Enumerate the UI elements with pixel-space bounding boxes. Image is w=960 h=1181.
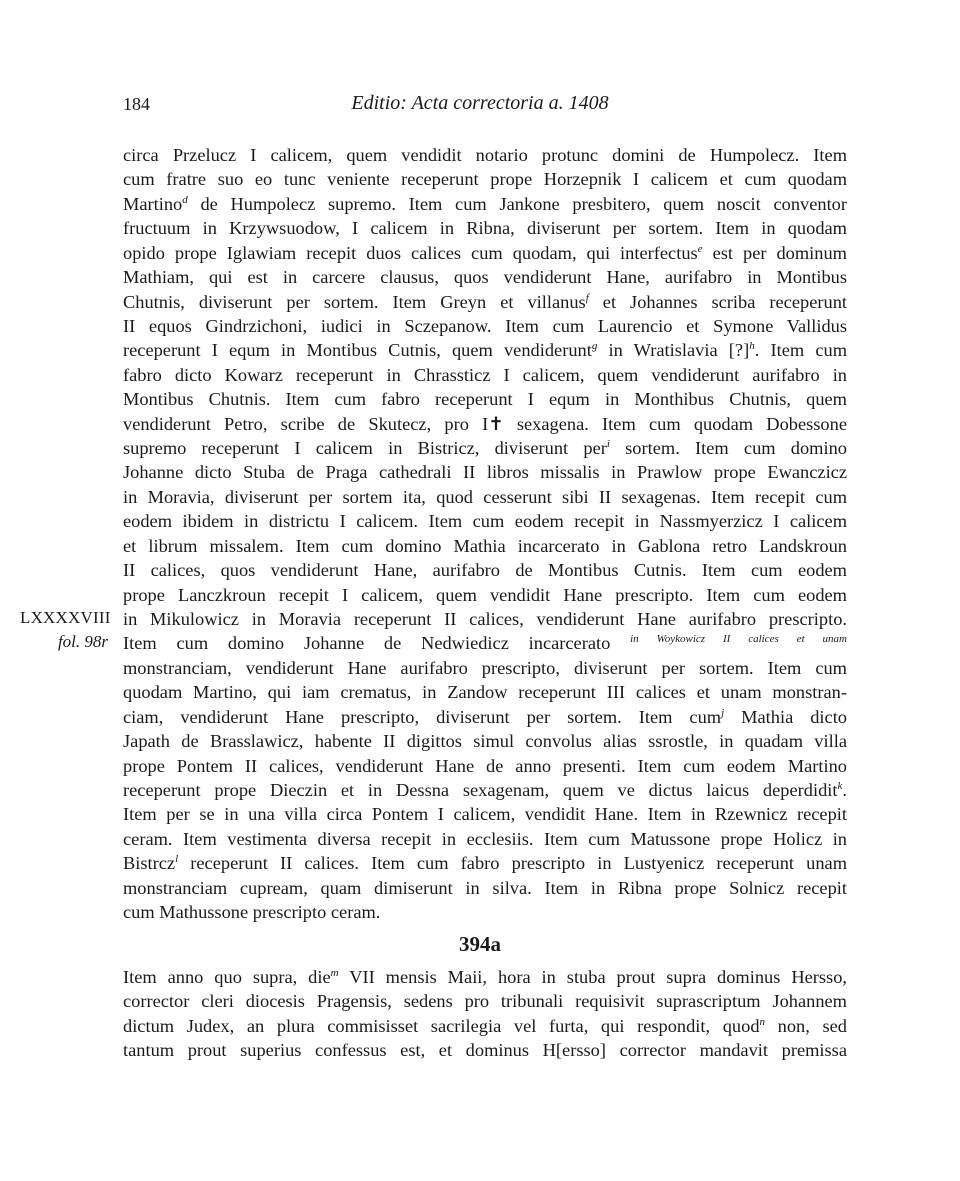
text-line: II equos Gindrzichoni, iudici in Sczepanow. Item cum Laurencio et Symone Vallidus	[123, 315, 847, 336]
text-line: ceram. Item vestimenta diversa recepit in ecclesiis. Item cum Matussone prope Holicz in	[123, 828, 847, 849]
running-title-text: Editio: Acta correctoria a. 1408	[351, 92, 609, 114]
main-text-block	[123, 143, 847, 925]
text-line: Mathiam, qui est in carcere clausus, quos vendiderunt Hane, aurifabro in Montibus	[123, 267, 847, 288]
footnote-marker: f	[585, 291, 589, 304]
text-line: dictum Judex, an plura commisisset sacrilegia vel furta, qui respondit, quod$^n$ non, sed	[123, 1015, 847, 1036]
text-line: Bistrcz$^l$ receperunt II calices. Item cum fabro prescripto in Lustyenicz receperunt unam	[123, 853, 847, 874]
footnote-marker: m	[330, 966, 339, 979]
margin-folio-note: fol. 98r	[57, 632, 108, 651]
text-line: II calices, quos vendiderunt Hane, aurifabro de Montibus Cutnis. Item cum eodem	[123, 560, 847, 581]
text-line: corrector cleri diocesis Pragensis, sedens pro tribunali requisivit suprascriptum Johannem	[123, 991, 847, 1012]
footnote-marker: l	[175, 853, 179, 866]
text-line: receperunt prope Dieczin et in Dessna sexagenam, quem ve dictus laicus deperdidit$^k$.	[123, 779, 847, 800]
text-line: et librum missalem. Item cum domino Mathia incarcerato in Gablona retro Landskroun	[123, 535, 847, 556]
second-text-block	[123, 965, 847, 1063]
footnote-marker: n	[759, 1015, 766, 1028]
text-line: monstranciam cupream, quam dimiserunt in silva. Item in Ribna prope Solnicz recepit	[123, 877, 847, 898]
footnote-marker: i	[606, 437, 610, 450]
footnote-marker: k	[837, 779, 843, 792]
text-line: cum Mathussone prescripto ceram.	[123, 902, 381, 923]
text-line: Johanne dicto Stuba de Praga cathedrali II libros missalis in Prawlow prope Ewanczicz	[123, 462, 847, 483]
text-line: Martino$^d$ de Humpolecz supremo. Item cum Jankone presbitero, quem noscit conventor	[123, 193, 847, 214]
text-line: in Moravia, diviserunt per sortem ita, quod cesserunt sibi II sexagenas. Item recepit cum	[123, 486, 847, 507]
text-line: Item per se in una villa circa Pontem I calicem, vendidit Hane. Item in Rzewnicz recepit	[123, 804, 847, 825]
text-line: prope Pontem II calices, vendiderunt Hane de anno presenti. Item cum eodem Martino	[123, 755, 847, 776]
text-line: cum fratre suo eo tunc veniente receperunt prope Horzepnik I calicem et cum quodam	[123, 169, 847, 190]
text-line: eodem ibidem in districtu I calicem. Item cum eodem recepit in Nassmyerzicz I calicem	[123, 511, 847, 532]
footnote-marker: d	[182, 193, 188, 206]
text-line: fabro dicto Kowarz receperunt in Chrassticz I calicem, quem vendiderunt aurifabro in	[123, 364, 847, 385]
footnote-marker: in Woykowicz II calices et unam	[630, 633, 848, 646]
text-line: tantum prout superius confessus est, et dominus H[ersso] corrector mandavit premissa	[123, 1040, 847, 1061]
margin-reference-number: LXXXXVIII	[20, 608, 111, 627]
footnote-marker: h	[749, 340, 755, 353]
text-line: monstranciam, vendiderunt Hane aurifabro prescripto, diviserunt per sortem. Item cum	[123, 657, 847, 678]
page-number: 184	[123, 94, 150, 114]
text-line: prope Lanczkroun recepit I calicem, quem vendidit Hane prescripto. Item cum eodem	[123, 584, 847, 605]
footnote-marker: e	[697, 242, 703, 255]
text-line: ciam, vendiderunt Hane prescripto, diviserunt per sortem. Item cum$^j$ Mathia dicto	[123, 706, 848, 727]
text-line: Chutnis, diviserunt per sortem. Item Greyn et villanus$^f$ et Johannes scriba receperunt	[123, 291, 847, 312]
text-line: fructuum in Krzywsuodow, I calicem in Ribna, diviserunt per sortem. Item in quodam	[123, 218, 847, 239]
section-heading: 394a	[459, 932, 501, 956]
text-line: vendiderunt Petro, scribe de Skutecz, pro I✝ sexagena. Item cum quodam Dobessone	[123, 413, 847, 434]
running-title	[0, 92, 960, 115]
text-line: opido prope Iglawiam recepit duos calices cum quodam, qui interfectus$^e$ est per dominum	[123, 242, 847, 263]
text-line: in Mikulowicz in Moravia receperunt II calices, vendiderunt Hane aurifabro prescripto.	[123, 609, 847, 630]
text-line: Montibus Chutnis. Item cum fabro receperunt I equm in Monthibus Chutnis, quem	[123, 389, 847, 410]
text-line: supremo receperunt I calicem in Bistricz, diviserunt per$^i$ sortem. Item cum domino	[123, 437, 847, 459]
text-line: Japath de Brasslawicz, habente II digittos simul convolus alias ssrostle, in quadam villa	[123, 731, 847, 752]
text-line: receperunt I equm in Montibus Cutnis, quem vendiderunt$^g$ in Wratislavia [?]$^h$. Item cum	[123, 340, 847, 361]
text-line: circa Przelucz I calicem, quem vendidit notario protunc domini de Humpolecz. Item	[123, 145, 847, 165]
text-line: Item cum domino Johanne de Nedwiedicz incarcerato $^{in Woykowicz II calices et unam}$	[123, 633, 848, 654]
text-line: Item anno quo supra, die$^m$ VII mensis Maii, hora in stuba prout supra dominus Hersso,	[123, 966, 847, 987]
footnote-marker: g	[591, 340, 598, 353]
text-line: quodam Martino, qui iam crematus, in Zandow receperunt III calices et unam monstran-	[123, 682, 847, 703]
footnote-marker: j	[721, 706, 725, 719]
